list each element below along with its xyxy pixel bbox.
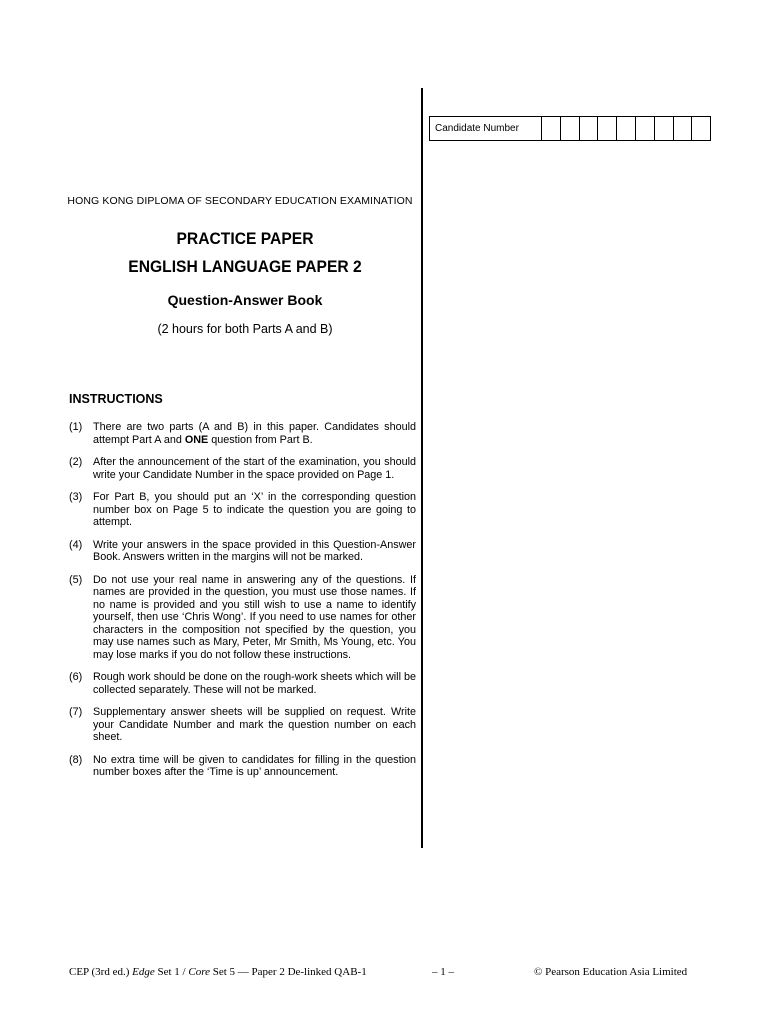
instruction-number: (1) <box>69 421 83 433</box>
instruction-text: Supplementary answer sheets will be supplied on request. Write your Candidate Number and mark the question number on each sheet. <box>93 706 416 743</box>
exam-name: HONG KONG DIPLOMA OF SECONDARY EDUCATION EXAMINATION <box>67 195 413 207</box>
instruction-text: Write your answers in the space provided in this Question-Answer Book. Answers written in the margins will not be marked. <box>93 538 416 563</box>
instruction-item <box>69 456 416 481</box>
instruction-item <box>69 421 416 446</box>
footer-reference: CEP (3rd ed.) Edge Set 1 / Core Set 5 — Paper 2 De-linked QAB-1 <box>69 966 367 978</box>
candidate-digit-box[interactable] <box>561 117 580 140</box>
instruction-text: After the announcement of the start of the examination, you should write your Candidate Number in the space provided on Page 1. <box>93 456 416 481</box>
paper-subject: ENGLISH LANGUAGE PAPER 2 <box>128 257 362 276</box>
candidate-digit-box[interactable] <box>655 117 674 140</box>
instruction-number: (5) <box>69 573 83 586</box>
paper-title: PRACTICE PAPER <box>176 229 314 248</box>
instruction-text: Rough work should be done on the rough-work sheets which will be collected separately. These will not be marked. <box>93 671 416 696</box>
page-number: – 1 – <box>432 966 454 978</box>
instructions-heading: INSTRUCTIONS <box>69 392 163 406</box>
instruction-number: (3) <box>69 491 83 503</box>
candidate-digit-box[interactable] <box>617 117 636 140</box>
emphasis: ONE <box>184 433 209 446</box>
instruction-item <box>69 574 416 662</box>
candidate-number-box <box>429 116 711 141</box>
instruction-item <box>69 754 416 779</box>
candidate-digit-box[interactable] <box>692 117 710 140</box>
instruction-text: No extra time will be given to candidates for filling in the question number boxes after the ‘Time is up’ announcement. <box>93 753 416 778</box>
candidate-number-label: Candidate Number <box>430 117 542 140</box>
book-subtitle: Question-Answer Book <box>167 292 323 308</box>
instruction-text: There are two parts (A and B) in this paper. Candidates should attempt Part A and ONE question from Part B. <box>93 421 416 446</box>
instruction-number: (8) <box>69 753 83 766</box>
instruction-item <box>69 491 416 529</box>
instruction-number: (6) <box>69 671 83 683</box>
copyright-notice: © Pearson Education Asia Limited <box>534 966 688 978</box>
center-divider-line <box>421 88 423 848</box>
instruction-item <box>69 706 416 744</box>
candidate-digit-box[interactable] <box>542 117 561 140</box>
exam-duration: (2 hours for both Parts A and B) <box>157 322 333 336</box>
instruction-text: Do not use your real name in answering any of the questions. If names are provided in the question, you must use those names. If no name is provided and you still wish to use a name to identify yourself, then use ‘Chris Wong’. If you need to use names for other characters in the composition not specified by the question, you may use names such as Mary, Peter, Mr Smith, Ms Young, etc. You may lose marks if you do not follow these instructions. <box>93 573 416 661</box>
instructions-list <box>69 421 416 789</box>
instruction-number: (7) <box>69 706 83 718</box>
instruction-item <box>69 539 416 564</box>
instruction-number: (2) <box>69 456 83 468</box>
candidate-digit-box[interactable] <box>598 117 617 140</box>
candidate-digit-box[interactable] <box>674 117 693 140</box>
instruction-number: (4) <box>69 538 83 551</box>
instruction-text: For Part B, you should put an ‘X’ in the corresponding question number box on Page 5 to indicate the question you are going to attempt. <box>93 491 416 528</box>
candidate-digit-box[interactable] <box>580 117 599 140</box>
instruction-item <box>69 671 416 696</box>
candidate-digit-box[interactable] <box>636 117 655 140</box>
